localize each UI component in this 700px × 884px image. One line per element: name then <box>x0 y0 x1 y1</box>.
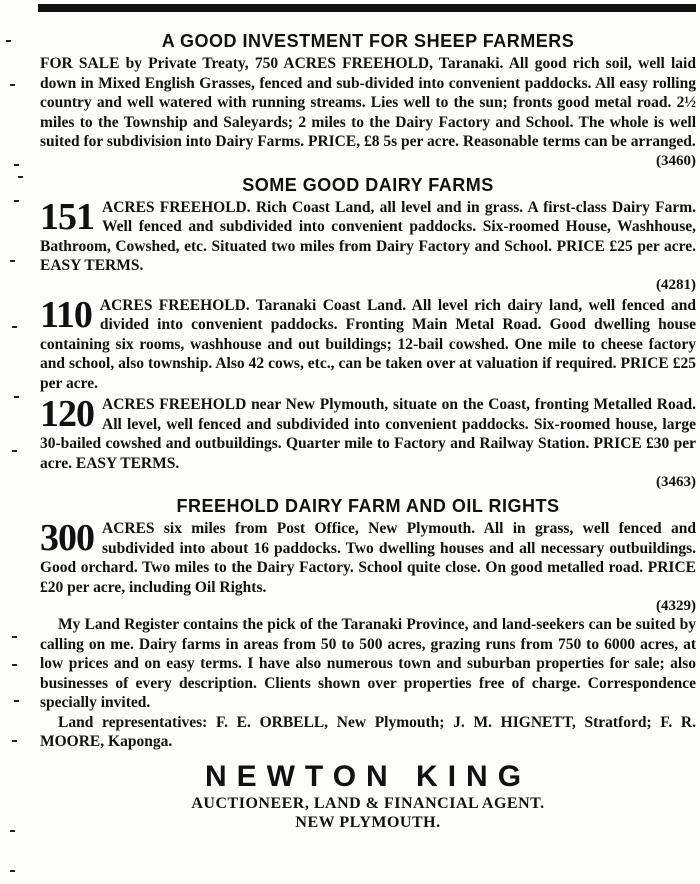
listing-120-number: 120 <box>40 393 94 435</box>
listing-750-acres <box>40 54 696 170</box>
agent-location: NEW PLYMOUTH. <box>295 813 441 831</box>
listing-151-ref: (4281) <box>656 276 696 293</box>
agent-name: NEWTON KING <box>204 759 532 793</box>
heading-sheep-farmers: A GOOD INVESTMENT FOR SHEEP FARMERS <box>161 31 575 51</box>
listing-750-ref: (3460) <box>656 152 696 169</box>
listing-151-acres <box>40 195 696 294</box>
listing-151-text: ACRES FREEHOLD. Rich Coast Land, all level and in grass. A first-class Dairy Farm. Well fenced and subdivided into convenient paddocks. Six-roomed House, Washhouse, Bathroom, Cowshed, etc. Situated two miles from Dairy Factory and School. PRICE £25 per acre. EASY TERMS. <box>40 198 696 274</box>
listing-300-acres <box>40 519 696 615</box>
heading-dairy-oil: FREEHOLD DAIRY FARM AND OIL RIGHTS <box>176 496 560 516</box>
listing-300-text: ACRES six miles from Post Office, New Plymouth. All in grass, well fenced and subdivided into about 16 paddocks. Two dwelling houses and all necessary outbuildings. Good orchard. Two miles to the Dairy Factory. School quite close. On good metalled road. PRICE £20 per acre, including Oil Rights. <box>40 520 696 596</box>
listing-120-ref: (3463) <box>656 474 696 490</box>
listing-151-number: 151 <box>40 195 94 238</box>
listing-110-number: 110 <box>40 293 92 336</box>
listing-110-text: ACRES FREEHOLD. Taranaki Coast Land. All level rich dairy land, well fenced and divided into convenient paddocks. Fronting Main Metal Road. Good dwelling house containing six rooms, washhouse and out buildings; 12-bail cowshed. One mile to cheese factory and school, also township. Also 42 cows, etc., can be taken over at valuation if required. PRICE £25 per acre. <box>40 296 696 392</box>
land-representatives: Land representatives: F. E. ORBELL, New Plymouth; J. M. HIGNETT, Stratford; F. R. MOORE, Kaponga. <box>40 713 696 750</box>
listing-110-acres <box>40 293 696 394</box>
agent-title: AUCTIONEER, LAND & FINANCIAL AGENT. <box>191 794 545 812</box>
heading-dairy-farms: SOME GOOD DAIRY FARMS <box>242 174 494 195</box>
listing-300-ref: (4329) <box>656 598 696 614</box>
listing-750-text: FOR SALE by Private Treaty, 750 ACRES FREEHOLD, Taranaki. All good rich soil, well laid down in Mixed English Grasses, fenced and sub-divided into convenient paddocks. All easy rolling country and well watered with running streams. Lies well to the sun; fronts good metal road. 2½ miles to the Township and Saleyards; 2 miles to the Dairy Factory and School. The whole is well suited for subdivision into Dairy Farms. PRICE, £8 5s per acre. Reasonable terms can be arranged. <box>40 55 696 150</box>
listing-120-text: ACRES FREEHOLD near New Plymouth, situate on the Coast, fronting Metalled Road. All level, well fenced and subdivided into convenient paddocks. Six-roomed house, large 30-bailed cowshed and outbuildings. Quarter mile to Factory and Railway Station. PRICE £30 per acre. EASY TERMS. <box>40 396 696 472</box>
margin-artifacts <box>0 0 34 884</box>
advert-column <box>40 26 696 832</box>
land-register-paragraph: My Land Register contains the pick of the Taranaki Province, and land-seekers can be suited by calling on me. Dairy farms in areas from 50 to 500 acres, grazing runs from 750 to 6000 acres, at low prices and on easy terms. I have also numerous town and suburban properties for sale; also businesses of every description. Clients shown over properties free of charge. Correspondence specially invited. <box>40 616 696 711</box>
top-rule <box>38 4 696 12</box>
listing-300-number: 300 <box>40 517 94 559</box>
listing-120-acres <box>40 395 696 491</box>
